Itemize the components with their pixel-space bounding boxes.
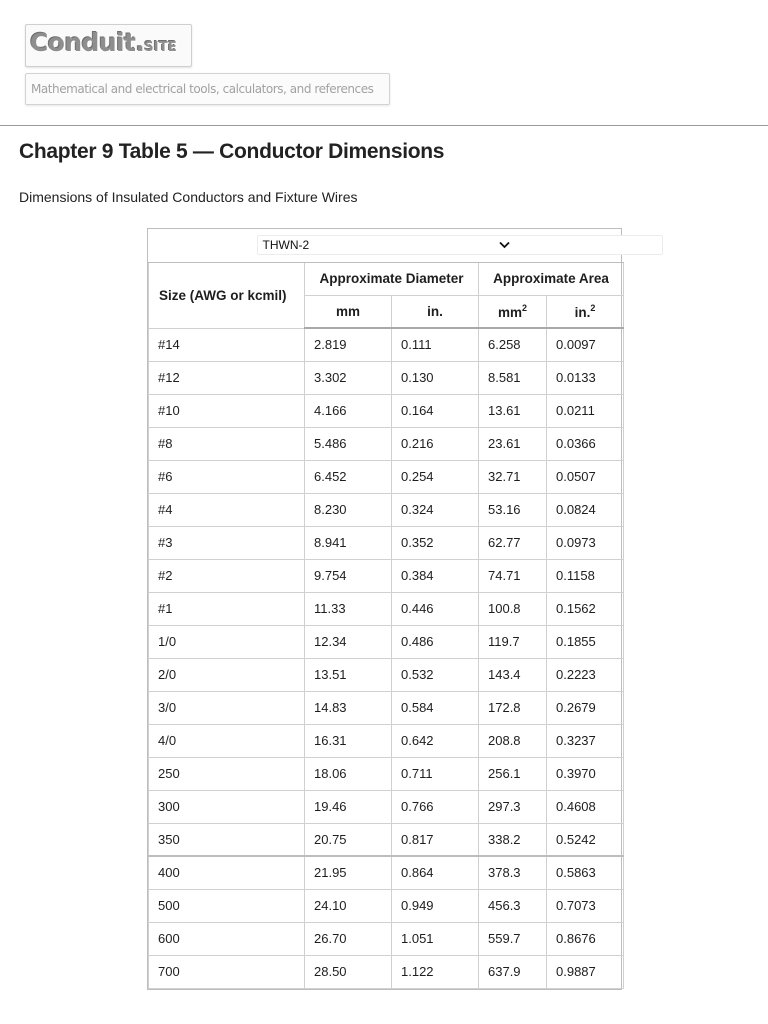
cell-mm2: 8.581 — [479, 361, 547, 394]
cell-size: #4 — [149, 493, 305, 526]
cell-in2: 0.0133 — [547, 361, 624, 394]
cell-size: 700 — [149, 955, 305, 988]
table-row — [149, 592, 624, 625]
cell-in2: 0.1562 — [547, 592, 624, 625]
insulation-select-value: THWN-2 — [262, 238, 310, 253]
table-row — [149, 790, 624, 823]
cell-mm: 28.50 — [305, 955, 392, 988]
cell-size: 250 — [149, 757, 305, 790]
table-row — [149, 856, 624, 889]
cell-in: 1.122 — [392, 955, 479, 988]
table-row — [149, 361, 624, 394]
header-approx-diameter: Approximate Diameter — [305, 262, 479, 295]
table-row — [149, 460, 624, 493]
cell-mm2: 13.61 — [479, 394, 547, 427]
cell-size: 2/0 — [149, 658, 305, 691]
insulation-type-select[interactable] — [257, 235, 663, 255]
cell-mm2: 559.7 — [479, 922, 547, 955]
cell-in2: 0.4608 — [547, 790, 624, 823]
cell-size: 3/0 — [149, 691, 305, 724]
cell-size: #2 — [149, 559, 305, 592]
site-tagline: Mathematical and electrical tools, calculators, and references — [25, 73, 390, 105]
site-logo[interactable] — [25, 24, 192, 67]
cell-mm2: 62.77 — [479, 526, 547, 559]
cell-in: 0.446 — [392, 592, 479, 625]
cell-mm: 26.70 — [305, 922, 392, 955]
cell-mm2: 23.61 — [479, 427, 547, 460]
cell-mm2: 256.1 — [479, 757, 547, 790]
cell-in: 0.766 — [392, 790, 479, 823]
cell-mm: 20.75 — [305, 823, 392, 856]
header-size: Size (AWG or kcmil) — [149, 262, 305, 328]
cell-mm: 9.754 — [305, 559, 392, 592]
cell-in: 0.216 — [392, 427, 479, 460]
cell-size: #12 — [149, 361, 305, 394]
cell-mm2: 119.7 — [479, 625, 547, 658]
table-row — [149, 757, 624, 790]
cell-mm2: 100.8 — [479, 592, 547, 625]
cell-in: 0.164 — [392, 394, 479, 427]
table-row — [149, 922, 624, 955]
cell-mm: 2.819 — [305, 328, 392, 361]
cell-in2: 0.8676 — [547, 922, 624, 955]
cell-size: 4/0 — [149, 724, 305, 757]
table-row — [149, 823, 624, 856]
table-row — [149, 625, 624, 658]
cell-in: 0.352 — [392, 526, 479, 559]
cell-mm: 4.166 — [305, 394, 392, 427]
cell-mm2: 297.3 — [479, 790, 547, 823]
cell-mm2: 208.8 — [479, 724, 547, 757]
cell-mm2: 6.258 — [479, 328, 547, 361]
cell-mm2: 637.9 — [479, 955, 547, 988]
cell-mm2: 378.3 — [479, 856, 547, 889]
logo-suffix: SITE — [144, 40, 177, 55]
cell-in: 0.130 — [392, 361, 479, 394]
cell-mm: 8.230 — [305, 493, 392, 526]
cell-in2: 0.0824 — [547, 493, 624, 526]
cell-mm: 3.302 — [305, 361, 392, 394]
table-row — [149, 658, 624, 691]
cell-mm: 18.06 — [305, 757, 392, 790]
cell-in2: 0.2679 — [547, 691, 624, 724]
conductor-dimensions-table — [147, 228, 622, 990]
cell-mm: 19.46 — [305, 790, 392, 823]
cell-size: 1/0 — [149, 625, 305, 658]
cell-mm: 11.33 — [305, 592, 392, 625]
header-mm2 — [479, 295, 547, 328]
cell-mm2: 53.16 — [479, 493, 547, 526]
cell-mm: 21.95 — [305, 856, 392, 889]
cell-size: #8 — [149, 427, 305, 460]
chevron-down-icon[interactable] — [498, 238, 512, 252]
cell-in2: 0.0973 — [547, 526, 624, 559]
cell-size: 300 — [149, 790, 305, 823]
table-row — [149, 526, 624, 559]
cell-size: 350 — [149, 823, 305, 856]
cell-size: 600 — [149, 922, 305, 955]
header-approx-area: Approximate Area — [479, 262, 624, 295]
cell-mm: 8.941 — [305, 526, 392, 559]
header-in: in. — [392, 295, 479, 328]
header-mm2-exp: 2 — [522, 302, 528, 313]
cell-mm2: 143.4 — [479, 658, 547, 691]
cell-in: 0.324 — [392, 493, 479, 526]
cell-mm: 5.486 — [305, 427, 392, 460]
table-row — [149, 691, 624, 724]
cell-mm: 14.83 — [305, 691, 392, 724]
cell-in2: 0.5242 — [547, 823, 624, 856]
cell-in: 0.486 — [392, 625, 479, 658]
cell-mm2: 74.71 — [479, 559, 547, 592]
table-row — [149, 493, 624, 526]
table-row — [149, 559, 624, 592]
table-row — [149, 724, 624, 757]
cell-in: 0.384 — [392, 559, 479, 592]
insulation-select-row — [149, 229, 624, 262]
page-title: Chapter 9 Table 5 — Conductor Dimensions — [19, 140, 445, 163]
cell-mm: 13.51 — [305, 658, 392, 691]
cell-size: 500 — [149, 889, 305, 922]
cell-in: 0.532 — [392, 658, 479, 691]
cell-mm: 16.31 — [305, 724, 392, 757]
cell-mm2: 32.71 — [479, 460, 547, 493]
cell-size: #6 — [149, 460, 305, 493]
cell-mm: 24.10 — [305, 889, 392, 922]
cell-mm: 6.452 — [305, 460, 392, 493]
logo-wordmark: Conduit. — [30, 28, 145, 57]
cell-mm: 12.34 — [305, 625, 392, 658]
cell-in2: 0.0097 — [547, 328, 624, 361]
table-row — [149, 889, 624, 922]
cell-size: 400 — [149, 856, 305, 889]
cell-in: 0.864 — [392, 856, 479, 889]
cell-in: 0.711 — [392, 757, 479, 790]
header-in2-base: in. — [574, 304, 591, 320]
cell-in2: 0.1158 — [547, 559, 624, 592]
cell-in: 0.584 — [392, 691, 479, 724]
cell-size: #14 — [149, 328, 305, 361]
header-in2-exp: 2 — [590, 302, 596, 313]
cell-mm2: 172.8 — [479, 691, 547, 724]
header-mm2-base: mm — [497, 304, 522, 320]
cell-size: #1 — [149, 592, 305, 625]
cell-in: 0.111 — [392, 328, 479, 361]
cell-in: 0.817 — [392, 823, 479, 856]
cell-in: 0.254 — [392, 460, 479, 493]
cell-mm2: 338.2 — [479, 823, 547, 856]
cell-in2: 0.0211 — [547, 394, 624, 427]
cell-size: #10 — [149, 394, 305, 427]
site-header — [0, 0, 768, 126]
cell-in: 0.642 — [392, 724, 479, 757]
cell-mm2: 456.3 — [479, 889, 547, 922]
cell-in2: 0.3237 — [547, 724, 624, 757]
page-subtitle: Dimensions of Insulated Conductors and Fixture Wires — [19, 189, 358, 205]
header-in2 — [547, 295, 624, 328]
cell-in2: 0.7073 — [547, 889, 624, 922]
cell-in2: 0.1855 — [547, 625, 624, 658]
cell-in2: 0.9887 — [547, 955, 624, 988]
cell-size: #3 — [149, 526, 305, 559]
table-row — [149, 955, 624, 988]
cell-in2: 0.3970 — [547, 757, 624, 790]
table-row — [149, 394, 624, 427]
cell-in2: 0.2223 — [547, 658, 624, 691]
table-row — [149, 328, 624, 361]
cell-in2: 0.5863 — [547, 856, 624, 889]
cell-in: 1.051 — [392, 922, 479, 955]
header-mm: mm — [305, 295, 392, 328]
cell-in2: 0.0507 — [547, 460, 624, 493]
cell-in: 0.949 — [392, 889, 479, 922]
cell-in2: 0.0366 — [547, 427, 624, 460]
table-row — [149, 427, 624, 460]
